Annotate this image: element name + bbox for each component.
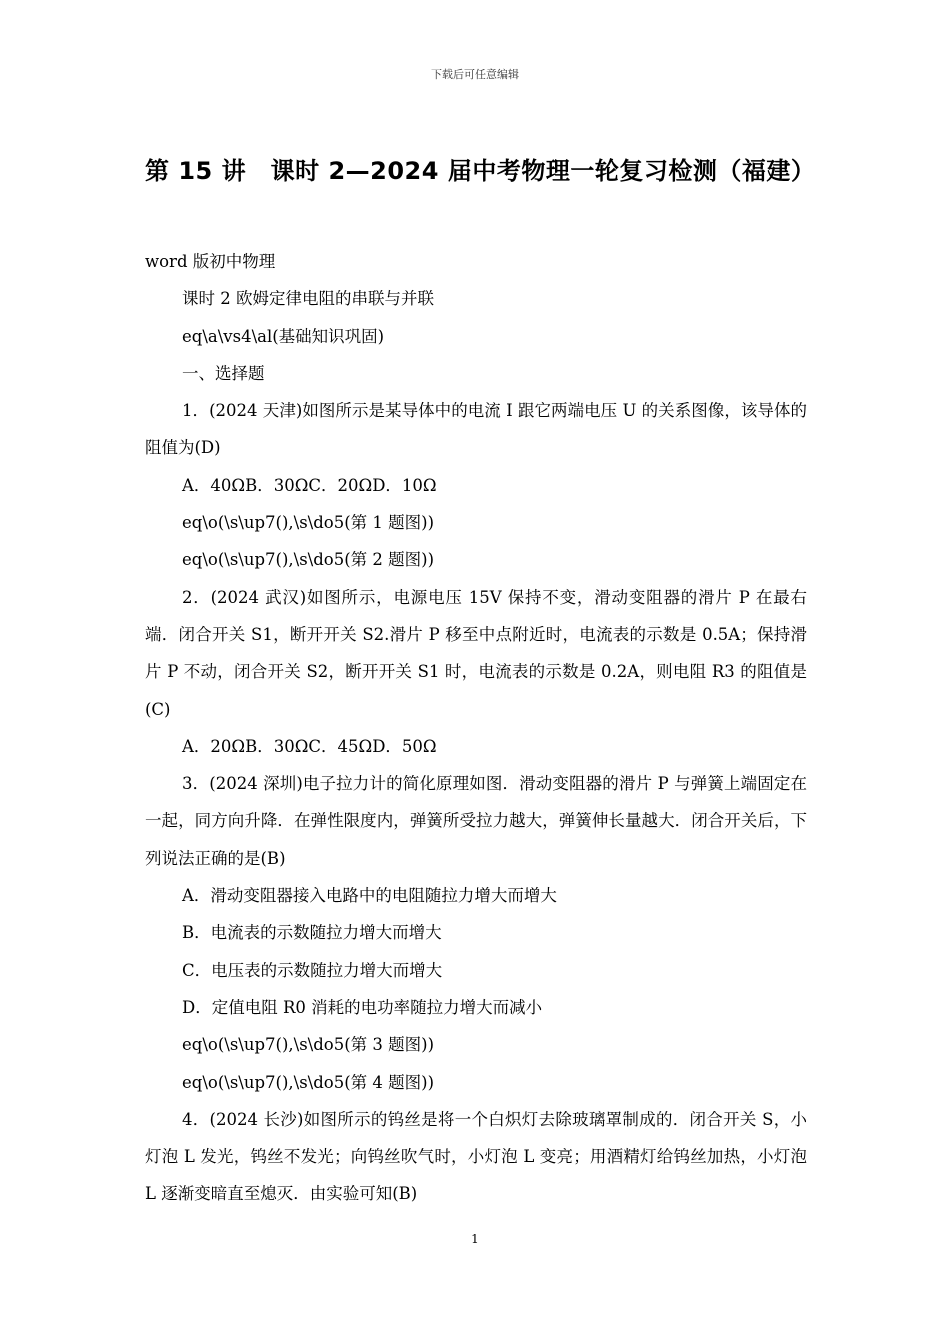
paragraph: eq\a\vs4\al(基础知识巩固) xyxy=(182,326,385,346)
paragraph: A．40ΩB．30ΩC．20ΩD．10Ω xyxy=(182,475,437,495)
paragraph: 2．(2024 武汉)如图所示，电源电压 15V 保持不变，滑动变阻器的滑片 P 在最右端．闭合开关 S1，断开开关 S2.滑片 P 移至中点附近时，电流表的示数是 0.5A；保持滑片 P 不动，闭合开关 S2，断开开关 S1 时，电流表的示数是 0.2A，则电阻 R3 的阻值是(C) xyxy=(145,587,807,719)
paragraph: D．定值电阻 R0 消耗的电功率随拉力增大而减小 xyxy=(182,997,543,1017)
paragraph: word 版初中物理 xyxy=(145,252,276,271)
paragraph: 3．(2024 深圳)电子拉力计的简化原理如图．滑动变阻器的滑片 P 与弹簧上端固定在一起，同方向升降．在弹性限度内，弹簧所受拉力越大，弹簧伸长量越大．闭合开关后，下列说法正确的是(B) xyxy=(145,774,807,868)
page-number: 1 xyxy=(471,1232,479,1246)
paragraph: 1．(2024 天津)如图所示是某导体中的电流 I 跟它两端电压 U 的关系图像，该导体的阻值为(D) xyxy=(145,401,807,458)
paragraph: C．电压表的示数随拉力增大而增大 xyxy=(182,960,443,980)
document-body xyxy=(145,243,807,1213)
paragraph: 课时 2 欧姆定律电阻的串联与并联 xyxy=(182,289,434,309)
paragraph: eq\o(\s\up7(),\s\do5(第 2 题图)) xyxy=(182,550,435,570)
paragraph: A．滑动变阻器接入电路中的电阻随拉力增大而增大 xyxy=(182,886,557,906)
paragraph: A．20ΩB．30ΩC．45ΩD．50Ω xyxy=(182,736,437,756)
paragraph: 4．(2024 长沙)如图所示的钨丝是将一个白炽灯去除玻璃罩制成的．闭合开关 S，小灯泡 L 发光，钨丝不发光；向钨丝吹气时，小灯泡 L 变亮；用酒精灯给钨丝加热，小灯泡 L 逐渐变暗直至熄灭．由实验可知(B) xyxy=(145,1109,807,1204)
document-title: 第 15 讲 课时 2—2024 届中考物理一轮复习检测（福建） xyxy=(145,157,816,185)
paragraph: eq\o(\s\up7(),\s\do5(第 4 题图)) xyxy=(182,1072,435,1092)
paragraph: eq\o(\s\up7(),\s\do5(第 1 题图)) xyxy=(182,513,435,533)
paragraph: eq\o(\s\up7(),\s\do5(第 3 题图)) xyxy=(182,1035,435,1055)
page-header: 下载后可任意编辑 xyxy=(431,68,519,81)
paragraph: 一、选择题 xyxy=(182,363,265,383)
paragraph: B．电流表的示数随拉力增大而增大 xyxy=(182,923,442,943)
